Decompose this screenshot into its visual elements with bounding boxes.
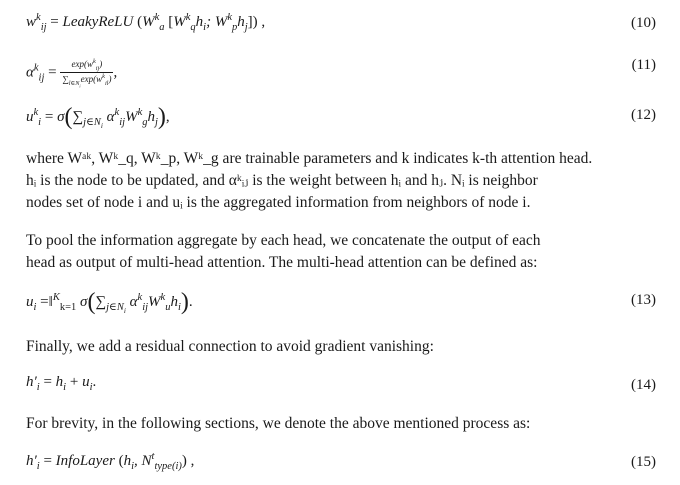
equation-13-math: $u_i$ =‖$^K_{k=1}$ $\sigma(\sum_{j\in N_i}$ $\alpha^k_{ij}W^k_uh_i$). bbox=[26, 289, 193, 316]
equation-number-14: (14) bbox=[631, 377, 656, 393]
equation-12-math: $u^k_i = \sigma(\sum_{j\in N_i}$ $\alpha^k_{ij}W^k_gh_j$), bbox=[26, 104, 170, 131]
equation-15-math: $h'_i$ = InfoLayer ($h_i$, $N^t_{type(i)}$) , bbox=[26, 451, 195, 472]
equation-number-15: (15) bbox=[631, 454, 656, 470]
equation-11 bbox=[26, 54, 656, 88]
paragraph-line: where Wᵃᵏ, Wᵏ_q, Wᵏ_p, Wᵏ_g are trainable parameters and k indicates k-th attention head. bbox=[26, 150, 593, 167]
equation-15 bbox=[26, 451, 656, 481]
paragraph-line: hᵢ is the node to be updated, and αᵏᵢⱼ is the weight between hᵢ and hⱼ. Nᵢ is neighbor bbox=[26, 172, 538, 189]
paragraph-line: To pool the information aggregate by each head, we concatenate the output of each bbox=[26, 232, 541, 249]
paragraph-multihead bbox=[26, 230, 658, 274]
paragraph-line: nodes set of node i and uᵢ is the aggregated information from neighbors of node i. bbox=[26, 194, 531, 211]
paragraph-residual: Finally, we add a residual connection to avoid gradient vanishing: bbox=[26, 338, 434, 355]
equation-number-10: (10) bbox=[631, 15, 656, 31]
equation-10 bbox=[26, 12, 656, 42]
equation-13 bbox=[26, 289, 656, 319]
equation-11-math: $\alpha^k_{ij}$ = $\frac{\exp(w^k_{ij})}{\sum_{l\in N_i}\exp(w^k_{il})}$ , bbox=[26, 58, 118, 88]
equation-10-math: $w^k_{ij}$ = LeakyReLU ($W^k_a$ [$W^k_qh_i$; $W^k_ph_j$]) , bbox=[26, 12, 266, 33]
equation-number-12: (12) bbox=[631, 107, 656, 123]
equation-14 bbox=[26, 374, 656, 404]
paragraph-definitions bbox=[26, 148, 658, 214]
equation-number-11: (11) bbox=[631, 57, 656, 73]
equation-12 bbox=[26, 104, 656, 134]
equation-14-math: $h'_i = h_i + u_i$. bbox=[26, 374, 97, 393]
paragraph-brevity: For brevity, in the following sections, we denote the above mentioned process as: bbox=[26, 415, 531, 432]
equation-number-13: (13) bbox=[631, 292, 656, 308]
paragraph-line: head as output of multi-head attention. The multi-head attention can be defined as: bbox=[26, 254, 538, 271]
